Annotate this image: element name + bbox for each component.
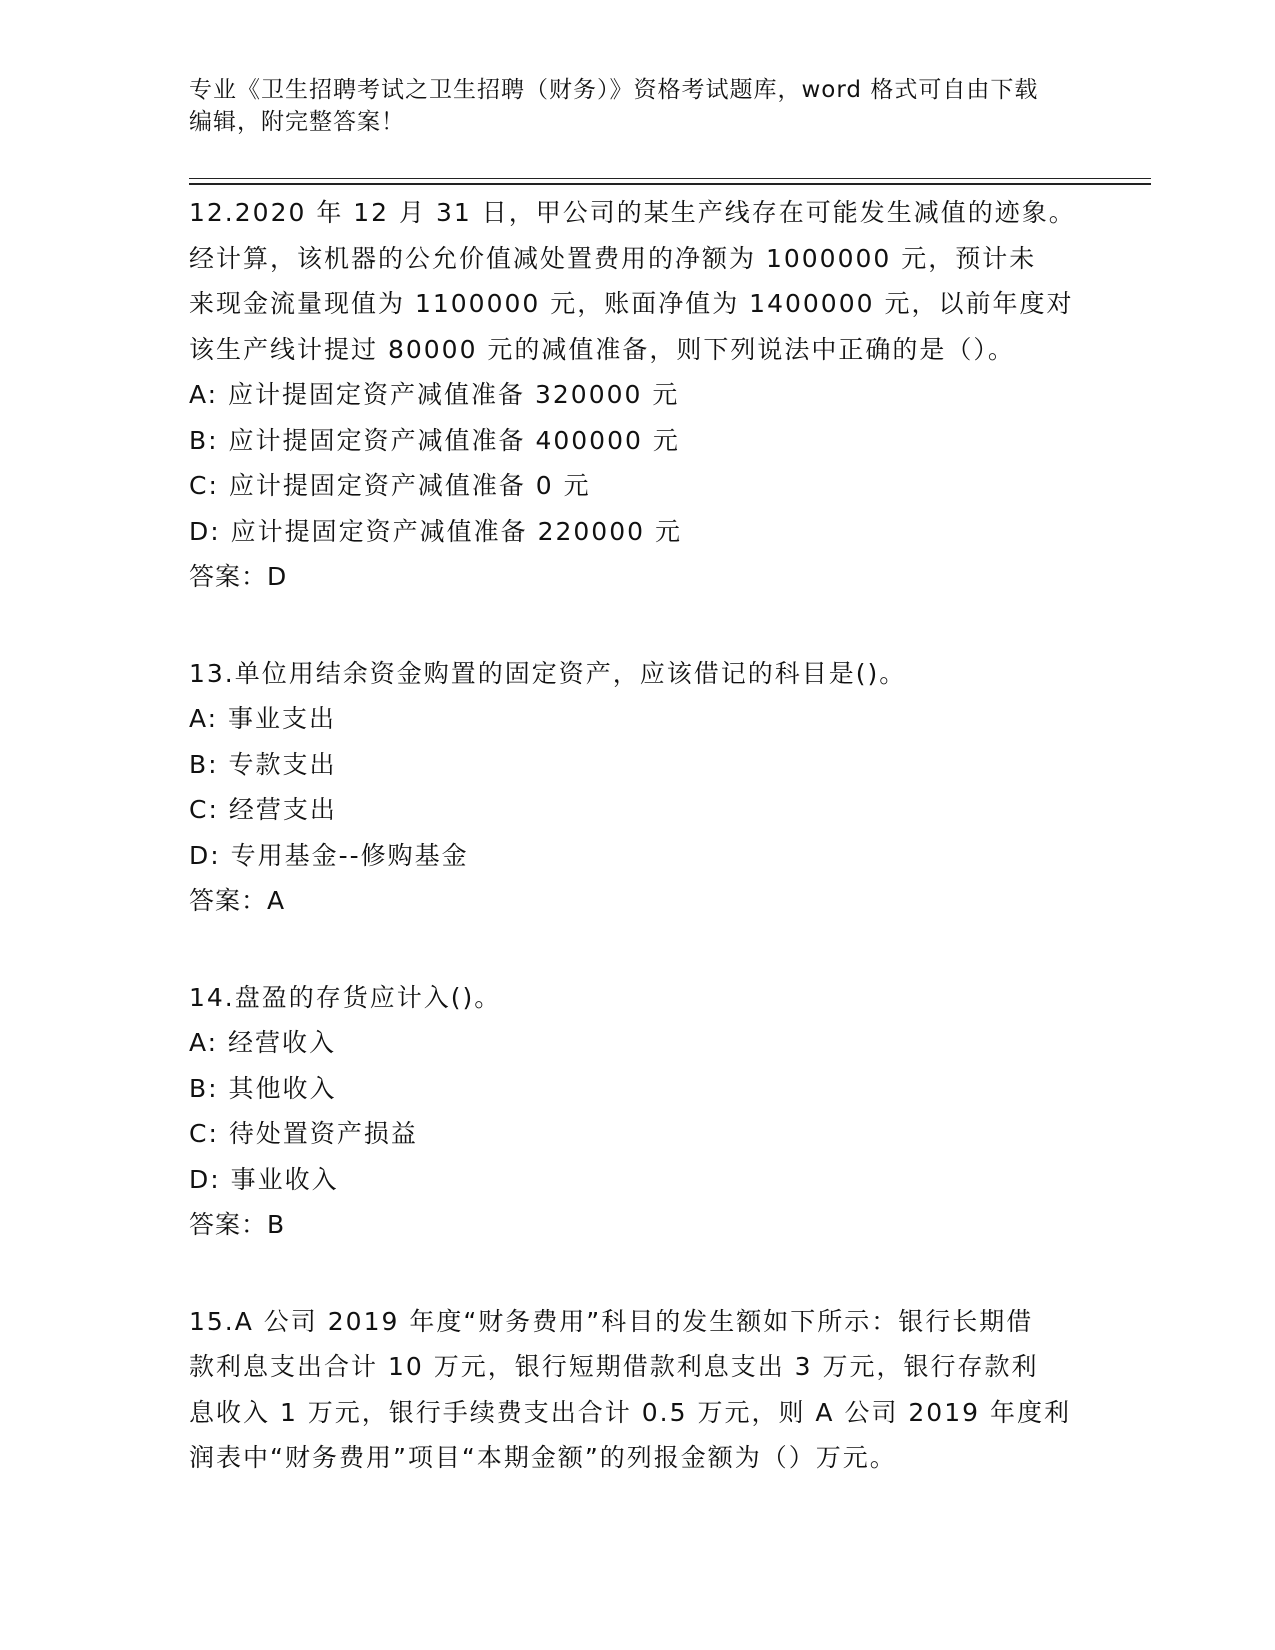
answer-line: 答案：A [189, 886, 286, 915]
header-line-1: 专业《卫生招聘考试之卫生招聘（财务）》资格考试题库，word 格式可自由下载 [189, 77, 1039, 103]
question-stem-line: 息收入 1 万元，银行手续费支出合计 0.5 万元，则 A 公司 2019 年度利 [189, 1397, 1071, 1427]
question-stem-line: 润表中“财务费用”项目“本期金额”的列报金额为（）万元。 [189, 1443, 897, 1472]
question-stem-line: 来现金流量现值为 1100000 元，账面净值为 1400000 元，以前年度对 [189, 289, 1074, 318]
document-header [189, 74, 1089, 138]
option-d: D: 应计提固定资产减值准备 220000 元 [189, 516, 682, 546]
option-d: D: 事业收入 [189, 1164, 339, 1194]
option-b: B: 其他收入 [189, 1073, 337, 1103]
question-block [189, 975, 1089, 1248]
question-stem-line: 14.盘盈的存货应计入()。 [189, 982, 502, 1012]
option-b: B: 应计提固定资产减值准备 400000 元 [189, 425, 680, 455]
option-c: C: 经营支出 [189, 795, 337, 824]
header-divider-thin [189, 178, 1151, 179]
question-stem-line: 该生产线计提过 80000 元的减值准备，则下列说法中正确的是（）。 [189, 334, 1015, 364]
option-d: D: 专用基金--修购基金 [189, 840, 469, 870]
option-a: A: 应计提固定资产减值准备 320000 元 [189, 380, 680, 409]
question-block [189, 190, 1089, 600]
header-divider-thick [189, 183, 1151, 185]
question-list [189, 190, 1089, 1532]
question-stem-line: 12.2020 年 12 月 31 日，甲公司的某生产线存在可能发生减值的迹象。 [189, 198, 1076, 227]
question-block [189, 651, 1089, 924]
option-a: A: 经营收入 [189, 1028, 337, 1057]
header-line-2: 编辑，附完整答案！ [189, 109, 405, 135]
option-b: B: 专款支出 [189, 749, 337, 779]
answer-line: 答案：B [189, 1210, 286, 1239]
answer-line: 答案：D [189, 562, 288, 591]
question-stem-line: 经计算，该机器的公允价值减处置费用的净额为 1000000 元，预计未 [189, 243, 1037, 273]
question-block [189, 1299, 1089, 1481]
question-stem-line: 13.单位用结余资金购置的固定资产，应该借记的科目是()。 [189, 658, 907, 688]
option-c: C: 待处置资产损益 [189, 1119, 418, 1148]
option-c: C: 应计提固定资产减值准备 0 元 [189, 471, 591, 500]
question-stem-line: 15.A 公司 2019 年度“财务费用”科目的发生额如下所示：银行长期借 [189, 1306, 1034, 1336]
option-a: A: 事业支出 [189, 704, 337, 733]
question-stem-line: 款利息支出合计 10 万元，银行短期借款利息支出 3 万元，银行存款利 [189, 1352, 1039, 1381]
